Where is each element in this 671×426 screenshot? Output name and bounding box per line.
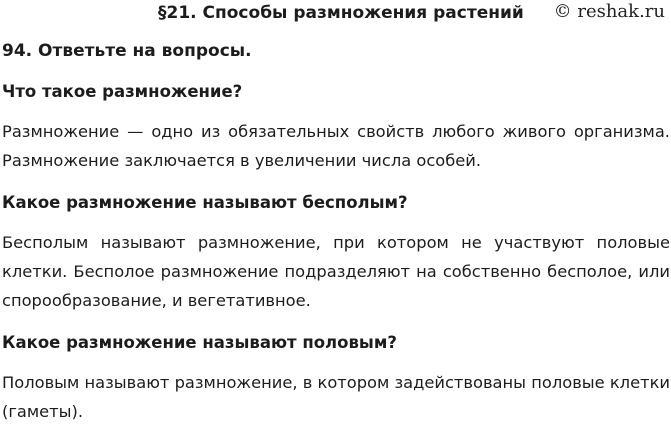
question-1: Что такое размножение? [2,82,243,101]
question-3: Какое размножение называют половым? [2,333,397,352]
answer-2: Бесполым называют размножение, при котором не участвуют половые клетки. Бесполое размножение подразделяют на собственно бесполое, или спорообразование, и вегетативное. [2,233,670,310]
answer-1: Размножение — одно из обязательных свойств любого живого организма. Размножение заключается в увеличении числа особей. [2,122,670,170]
watermark: © reshak.ru [553,1,665,22]
section-title: §21. Способы размножения растений [158,3,524,23]
task-heading: 94. Ответьте на вопросы. [2,41,252,61]
answer-3: Половым называют размножение, в котором задействованы половые клетки (гаметы). [2,373,670,421]
question-2: Какое размножение называют бесполым? [2,193,408,212]
